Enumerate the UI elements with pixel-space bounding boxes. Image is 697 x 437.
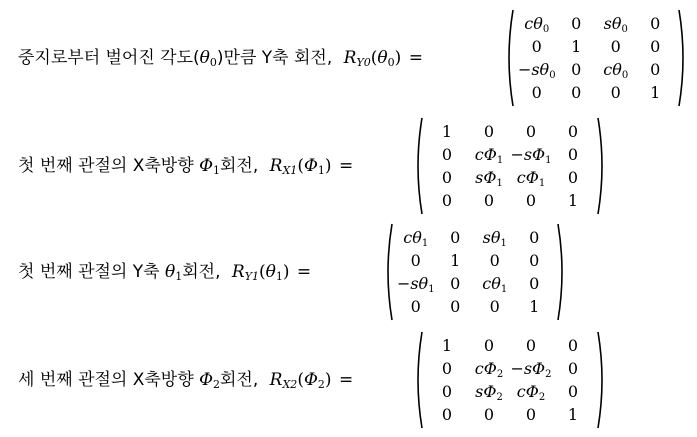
- matrix-cell: 0: [567, 335, 579, 355]
- matrix-grid: [426, 334, 594, 426]
- label-text-before: 중지로부터 벌어진 각도(: [18, 48, 200, 68]
- matrix-cell: 0: [567, 381, 579, 401]
- equals-sign: =: [296, 262, 312, 282]
- matrix-grid: [517, 12, 675, 104]
- rotation-arg: Φ: [303, 370, 318, 390]
- matrix-cell: 0: [567, 144, 579, 164]
- label-text-after: 회전,: [182, 262, 221, 282]
- equation-row-1: [0, 8, 697, 108]
- matrix-cell: 0: [650, 59, 661, 79]
- matrix-cell: 0: [525, 335, 537, 355]
- matrix-cell: 0: [525, 404, 537, 424]
- equals-sign: =: [408, 48, 423, 68]
- rotation-subscript: X2: [282, 378, 298, 391]
- label-var-subscript: 1: [175, 270, 183, 283]
- matrix-cell: 0: [489, 296, 500, 316]
- left-paren-icon: [412, 330, 424, 430]
- label-var-subscript: 0: [209, 56, 217, 69]
- matrix-cell: 1: [441, 121, 453, 141]
- matrix-cell: 0: [441, 167, 453, 187]
- matrix-cell: 0: [650, 36, 661, 56]
- label-text-before: 첫 번째 관절의 Y축: [18, 262, 160, 282]
- matrix-cell: $-s\Phi_1$: [510, 144, 552, 166]
- right-paren-icon: [677, 8, 689, 108]
- rotation-matrix: [412, 116, 608, 216]
- rotation-arg: θ: [265, 262, 276, 282]
- matrix-cell: $-s\theta_1$: [396, 273, 435, 295]
- matrix-cell: 0: [441, 381, 453, 401]
- matrix-cell: 1: [567, 190, 579, 210]
- right-paren-icon: [596, 116, 608, 216]
- matrix-cell: 0: [483, 190, 495, 210]
- equals-sign: =: [338, 156, 354, 176]
- matrix-cell: 0: [410, 250, 421, 270]
- label-var: θ: [164, 262, 176, 282]
- matrix-cell: $s\theta_1$: [482, 227, 507, 249]
- matrix-cell: 0: [441, 144, 453, 164]
- matrix-cell: $s\Phi_2$: [475, 381, 503, 403]
- matrix-cell: $c\theta_0$: [603, 59, 629, 81]
- matrix-cell: 0: [567, 358, 579, 378]
- label-var: Φ: [199, 370, 213, 390]
- matrix-cell: 0: [441, 358, 453, 378]
- matrix-grid: [396, 226, 554, 318]
- rotation-arg: θ: [377, 48, 388, 68]
- rotation-matrix: [412, 330, 608, 430]
- matrix-cell: 0: [450, 273, 461, 293]
- rotation-symbol: R: [231, 262, 245, 282]
- matrix-cell: 0: [650, 13, 661, 33]
- matrix-cell: $c\Phi_1$: [474, 144, 504, 166]
- matrix-cell: 0: [450, 296, 461, 316]
- matrix-cell: 0: [483, 121, 495, 141]
- matrix-cell: $c\theta_1$: [403, 227, 429, 249]
- matrix-cell: 0: [567, 167, 579, 187]
- matrix-cell: $c\theta_0$: [524, 13, 550, 35]
- matrix-cell: 0: [410, 296, 421, 316]
- rotation-arg-subscript: 1: [317, 164, 325, 177]
- matrix-cell: 0: [571, 13, 582, 33]
- rotation-arg-subscript: 1: [275, 270, 283, 283]
- label-text-after: 회전,: [220, 156, 259, 176]
- matrix-cell: $-s\theta_0$: [517, 59, 556, 81]
- matrix-cell: 1: [441, 335, 453, 355]
- matrix-cell: $s\theta_0$: [603, 13, 628, 35]
- matrix-cell: 0: [483, 335, 495, 355]
- matrix-cell: 0: [529, 250, 540, 270]
- label-var-subscript: 2: [213, 378, 220, 391]
- rotation-symbol: R: [269, 156, 283, 176]
- rotation-symbol: R: [343, 48, 357, 68]
- matrix-cell: 0: [489, 250, 500, 270]
- matrix-cell: 0: [571, 59, 582, 79]
- matrix-cell: 0: [610, 36, 621, 56]
- matrix-cell: 0: [483, 404, 495, 424]
- label-var: θ: [199, 48, 210, 68]
- equation-row-3: [0, 222, 697, 322]
- matrix-cell: 0: [610, 82, 621, 102]
- left-paren-icon: [503, 8, 515, 108]
- label-text-before: 첫 번째 관절의 X축방향: [18, 156, 194, 176]
- rotation-subscript: Y0: [356, 56, 371, 69]
- equals-sign: =: [338, 370, 354, 390]
- rotation-subscript: X1: [282, 164, 298, 177]
- matrix-cell: $c\Phi_1$: [516, 167, 546, 189]
- equation-row-2: [0, 116, 697, 216]
- right-paren-icon: [596, 330, 608, 430]
- matrix-cell: 0: [450, 227, 461, 247]
- label-text-after: 회전,: [220, 370, 259, 390]
- matrix-cell: $c\Phi_2$: [516, 381, 546, 403]
- matrix-cell: 0: [525, 121, 537, 141]
- matrix-cell: $s\Phi_1$: [475, 167, 503, 189]
- equation-label: 중지로부터 벌어진 각도$(\theta_0)$만큼 Y축 회전, $R_{Y0}(\theta_0)$ =: [18, 48, 423, 69]
- matrix-cell: 1: [650, 82, 661, 102]
- equation-label: 첫 번째 관절의 Y축 $\theta_1$회전, $R_{Y1}(\theta_1)$ =: [18, 262, 312, 283]
- label-var-subscript: 1: [213, 164, 220, 177]
- matrix-cell: 0: [441, 404, 453, 424]
- matrix-cell: 0: [441, 190, 453, 210]
- label-text-before: 세 번째 관절의 X축방향: [18, 370, 194, 390]
- matrix-cell: $c\theta_1$: [482, 273, 508, 295]
- matrix-cell: $-s\Phi_2$: [510, 358, 552, 380]
- equation-label: 첫 번째 관절의 X축방향 $\Phi_1$회전, $R_{X1}(\Phi_1)$ =: [18, 156, 354, 177]
- right-paren-icon: [556, 222, 568, 322]
- matrix-cell: 0: [525, 190, 537, 210]
- rotation-matrix: [382, 222, 568, 322]
- left-paren-icon: [412, 116, 424, 216]
- matrix-cell: 1: [571, 36, 582, 56]
- label-text-after: )만큼 Y축 회전,: [216, 48, 333, 68]
- rotation-arg-subscript: 2: [317, 378, 325, 391]
- matrix-cell: 0: [531, 36, 542, 56]
- matrix-cell: $c\Phi_2$: [474, 358, 504, 380]
- matrix-cell: 1: [567, 404, 579, 424]
- rotation-arg: Φ: [303, 156, 318, 176]
- rotation-subscript: Y1: [244, 270, 259, 283]
- equation-label: 세 번째 관절의 X축방향 $\Phi_2$회전, $R_{X2}(\Phi_2)$ =: [18, 370, 354, 391]
- matrix-cell: 0: [529, 227, 540, 247]
- matrix-cell: 0: [531, 82, 542, 102]
- equation-row-4: [0, 330, 697, 430]
- matrix-cell: 0: [571, 82, 582, 102]
- matrix-grid: [426, 120, 594, 212]
- matrix-cell: 0: [529, 273, 540, 293]
- matrix-cell: 1: [450, 250, 461, 270]
- rotation-arg-subscript: 0: [387, 56, 395, 69]
- label-var: Φ: [199, 156, 213, 176]
- matrix-cell: 1: [529, 296, 540, 316]
- rotation-matrix: [503, 8, 689, 108]
- rotation-symbol: R: [269, 370, 283, 390]
- matrix-cell: 0: [567, 121, 579, 141]
- left-paren-icon: [382, 222, 394, 322]
